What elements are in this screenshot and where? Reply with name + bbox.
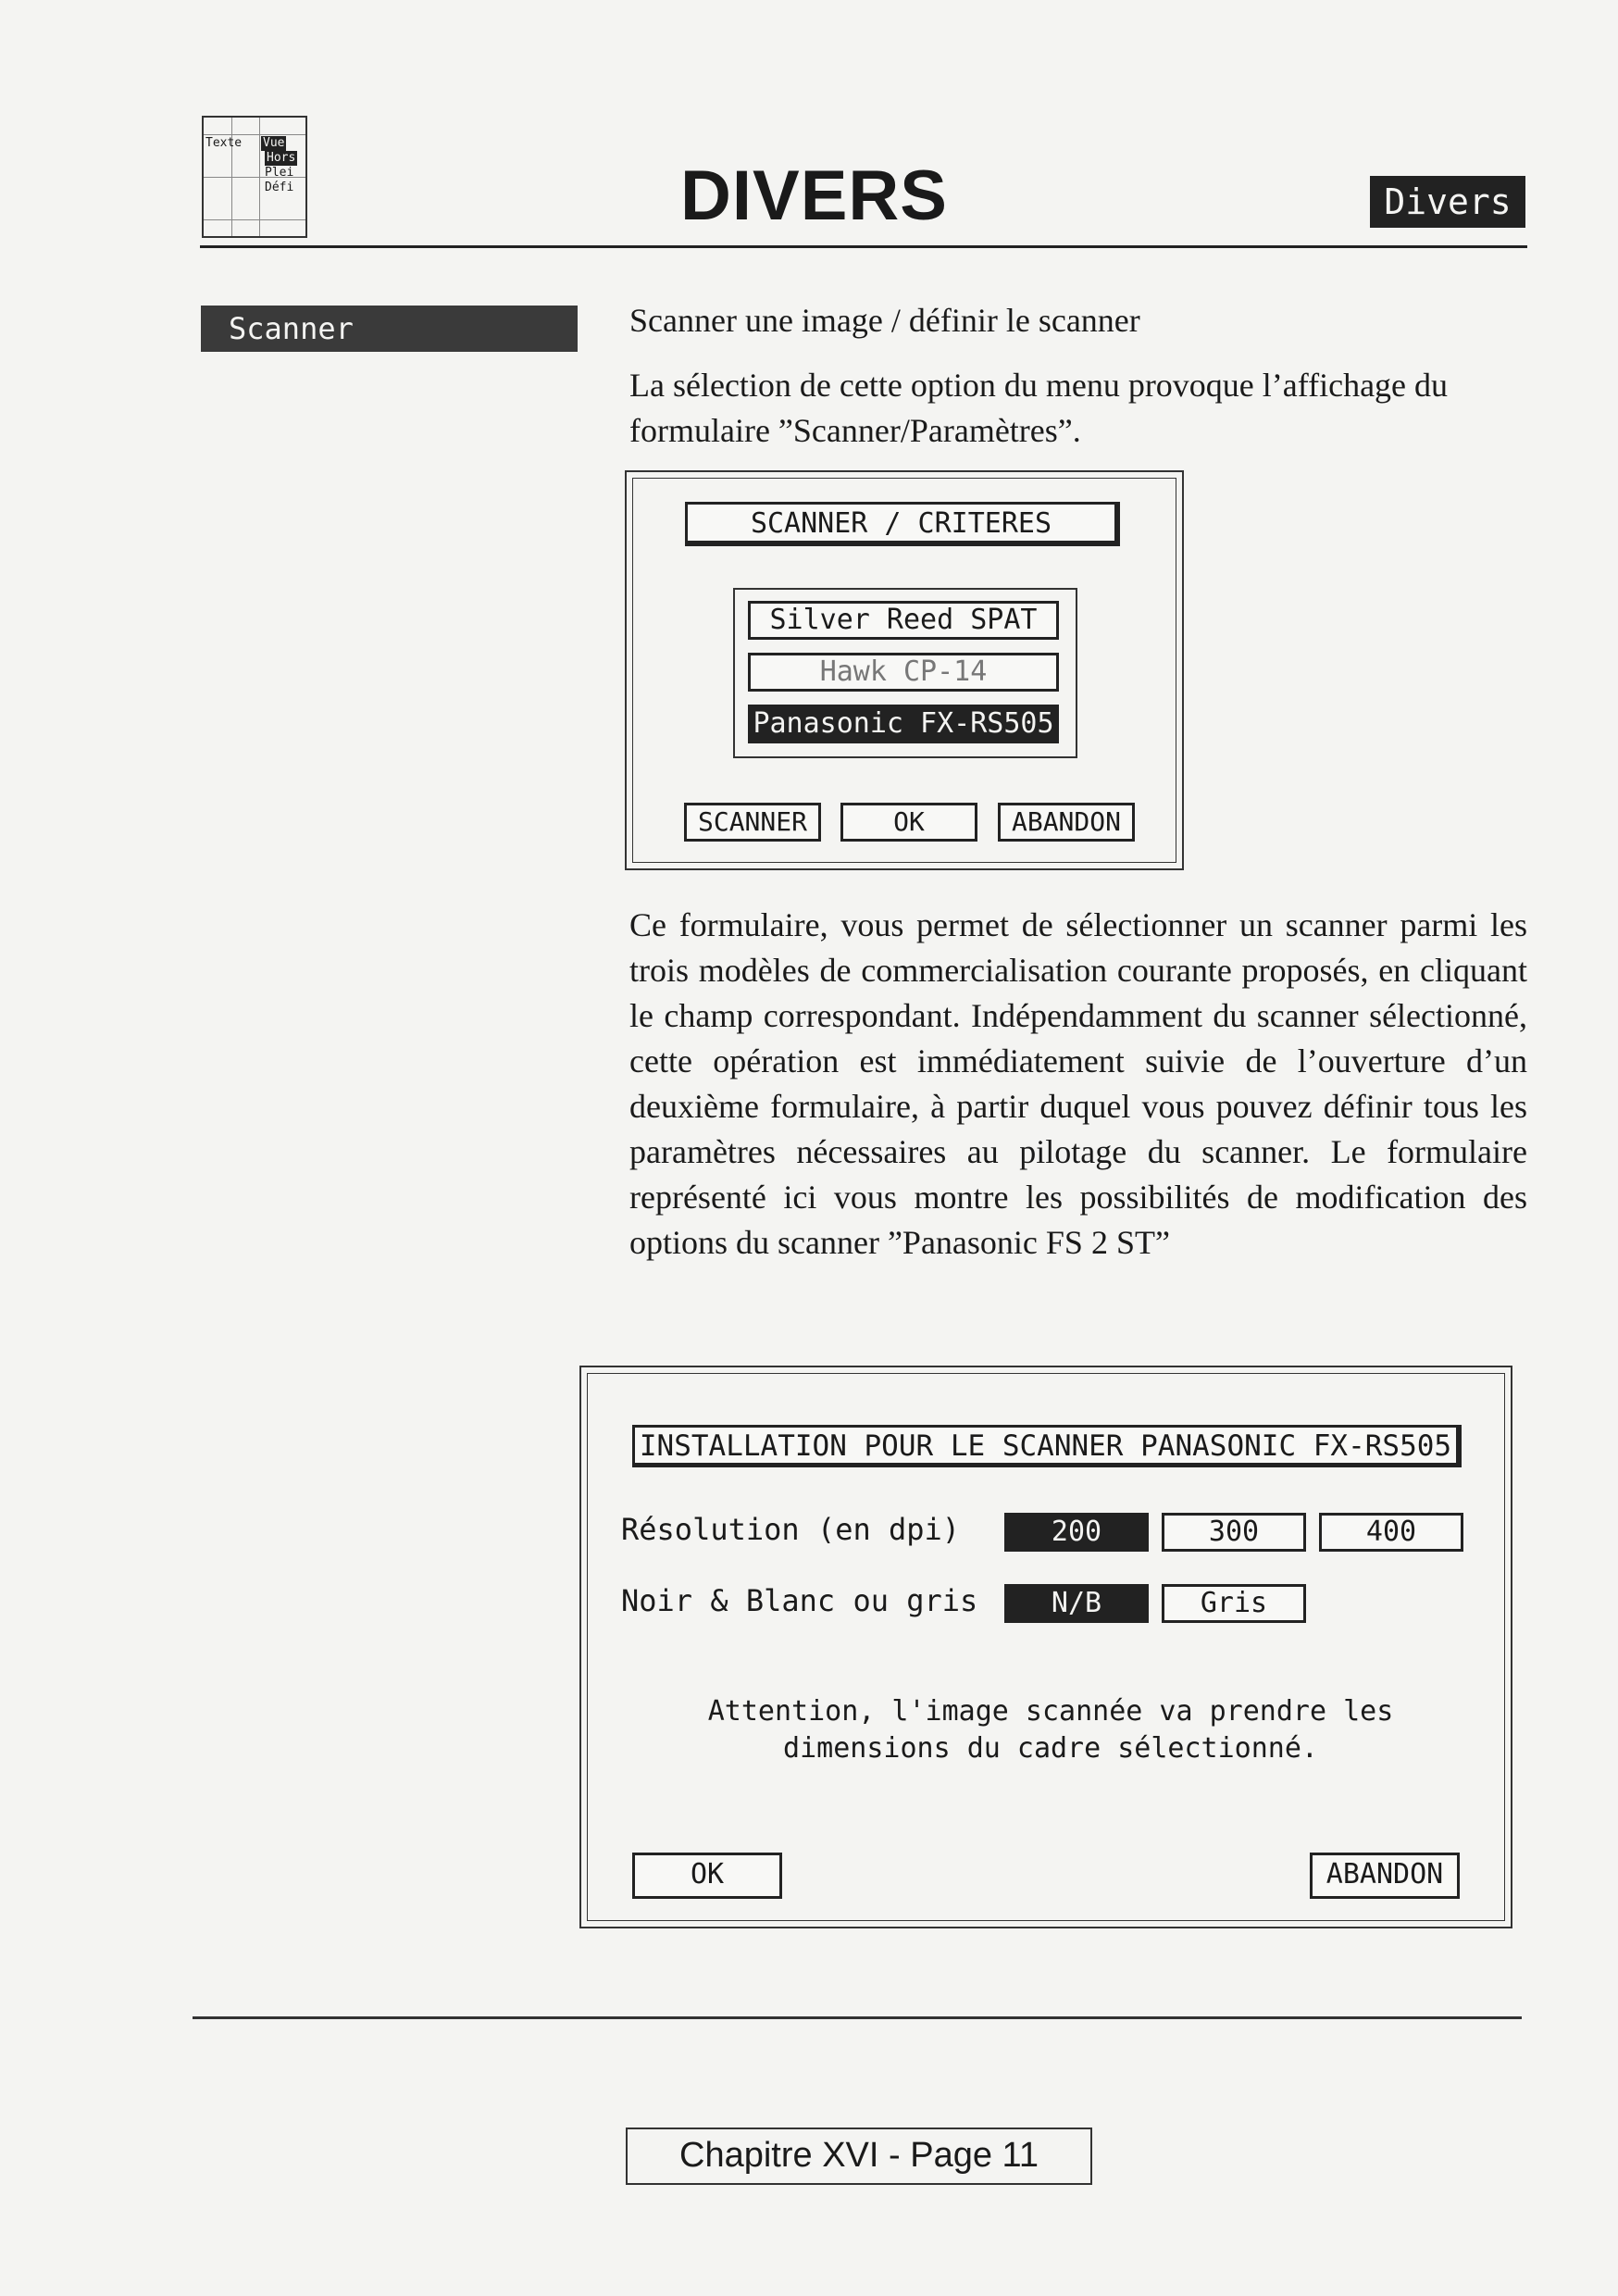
abandon-button[interactable]: ABANDON xyxy=(998,803,1135,842)
dialog-inner-frame xyxy=(632,478,1176,863)
page-number: Chapitre XVI - Page 11 xyxy=(626,2128,1092,2185)
dialog-title: SCANNER / CRITERES xyxy=(685,502,1120,546)
header-divider xyxy=(200,245,1527,248)
resolution-400-option[interactable]: 400 xyxy=(1319,1513,1463,1552)
intro-heading: Scanner une image / définir le scanner xyxy=(629,302,1140,339)
intro-line: La sélection de cette option du menu provoque l’affichage du formulaire ”Scanner/Paramètres”. xyxy=(629,367,1449,449)
black-white-option[interactable]: N/B xyxy=(1004,1584,1149,1623)
scanner-criteria-dialog xyxy=(625,470,1184,870)
grey-option[interactable]: Gris xyxy=(1162,1584,1306,1623)
logo-label-plei: Plei xyxy=(265,166,294,180)
page-title: DIVERS xyxy=(680,156,948,235)
chapter-tag: Divers xyxy=(1370,176,1525,228)
logo-label-hors: Hors xyxy=(267,151,296,165)
dialog-title: INSTALLATION POUR LE SCANNER PANASONIC FX-RS505 xyxy=(632,1425,1462,1467)
scanner-list xyxy=(733,588,1077,758)
logo-label-vue: Vue xyxy=(263,136,285,150)
menu-logo-icon xyxy=(202,116,307,238)
color-mode-label: Noir & Blanc ou gris xyxy=(621,1583,978,1618)
section-tag-scanner: Scanner xyxy=(201,306,578,352)
scanner-option-silver-reed[interactable]: Silver Reed SPAT xyxy=(748,601,1059,640)
warning-text-line2: dimensions du cadre sélectionné. xyxy=(783,1732,1318,1765)
logo-label-texte: Texte xyxy=(205,136,243,150)
body-paragraph: Ce formulaire, vous permet de sélectionner un scanner parmi les trois modèles de commercialisation courante proposés, en cliquant le champ correspondant. Indépendamment du scanner sélectionné, cette opération est immédiatement suivie de l’ouverture d’un deuxième formulaire, à partir duquel vous pouvez définir tous les paramètres nécessaires au pilotage du scanner. Le formulaire représenté ici vous montre les possibilités de modification des options du scanner ”Panasonic FS 2 ST” xyxy=(629,906,1527,1261)
logo-label-defi: Défi xyxy=(265,181,294,194)
ok-button[interactable]: OK xyxy=(632,1853,782,1899)
ok-button[interactable]: OK xyxy=(840,803,977,842)
resolution-200-option[interactable]: 200 xyxy=(1004,1513,1149,1552)
scanner-option-hawk[interactable]: Hawk CP-14 xyxy=(748,653,1059,692)
resolution-label: Résolution (en dpi) xyxy=(621,1512,961,1547)
footer-divider xyxy=(193,2016,1522,2019)
scanner-button[interactable]: SCANNER xyxy=(684,803,821,842)
warning-text-line1: Attention, l'image scannée va prendre les xyxy=(707,1695,1394,1728)
scanner-installation-dialog xyxy=(579,1366,1512,1928)
resolution-300-option[interactable]: 300 xyxy=(1162,1513,1306,1552)
dialog-inner-frame xyxy=(587,1373,1505,1921)
abandon-button[interactable]: ABANDON xyxy=(1310,1853,1460,1899)
scanner-option-panasonic[interactable]: Panasonic FX-RS505 xyxy=(748,705,1059,743)
